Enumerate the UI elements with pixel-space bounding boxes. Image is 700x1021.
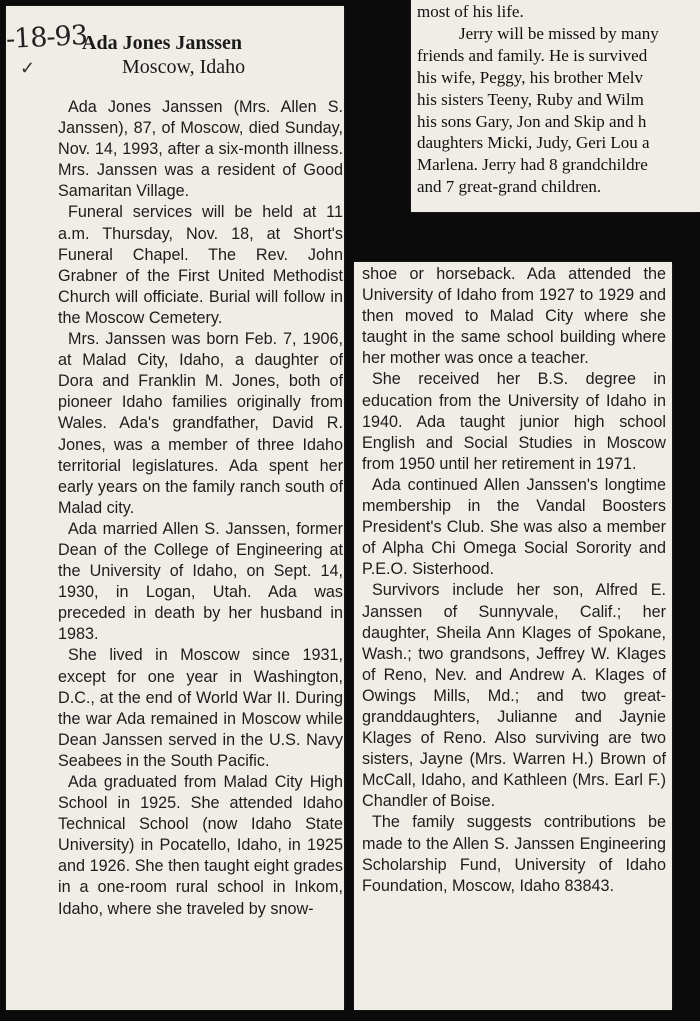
text-line: Marlena. Jerry had 8 grandchildre: [417, 155, 648, 175]
paragraph: Ada married Allen S. Janssen, former Dean of the College of Engineering at the University of Idaho, on Sept. 14, 1930, in Logan, Utah. Ada was preceded in death by her husband in 1983.: [58, 519, 343, 644]
obituary-clipping-right: [354, 262, 672, 1010]
text-line: most of his life.: [417, 2, 524, 21]
paragraph: Mrs. Janssen was born Feb. 7, 1906, at Malad City, Idaho, a daughter of Dora and Franklin M. Jones, both of pioneer Idaho families originally from Wales. Ada's grandfather, David R. Jones, was a member of three Idaho territorial legislatures. Ada spent her early years on the family ranch south of Malad city.: [58, 330, 343, 517]
obituary-body-left: [58, 97, 343, 920]
paragraph: Funeral services will be held at 11 a.m. Thursday, Nov. 18, at Short's Funeral Chapel. The Rev. John Grabner of the First United Methodist Church will officiate. Burial will follow in the Moscow Cemetery.: [58, 203, 343, 327]
obituary-clipping-left: [6, 6, 344, 1010]
handwritten-check-mark: ✓: [20, 58, 36, 79]
obituary-dateline: Moscow, Idaho: [122, 56, 246, 78]
text-line: Jerry will be missed by many: [459, 23, 659, 43]
paragraph: shoe or horseback. Ada attended the University of Idaho from 1927 to 1929 and then moved to Malad City where she taught in the same school building where her mother was once a teacher.: [362, 265, 666, 368]
paragraph: The family suggests contributions be made to the Allen S. Janssen Engineering Scholarship Fund, University of Idaho Foundation, Moscow, Idaho 83843.: [362, 813, 666, 895]
paragraph: Ada graduated from Malad City High School in 1925. She attended Idaho Technical School (now Idaho State University) in Pocatello, Idaho, in 1925 and 1926. She then taught eight grades in a one-room rural school in Inkom, Idaho, where she traveled by snow-: [58, 773, 343, 918]
text-line: and 7 great-grand children.: [417, 177, 602, 197]
paragraph: Ada Jones Janssen (Mrs. Allen S. Janssen), 87, of Moscow, died Sunday, Nov. 14, 1993, after a six-month illness. Mrs. Janssen was a resident of Good Samaritan Village.: [58, 98, 343, 201]
text-line: his wife, Peggy, his brother Melv: [417, 67, 644, 87]
text-line: his sisters Teeny, Ruby and Wilm: [417, 89, 644, 109]
other-obituary-clipping: [411, 0, 700, 212]
paragraph: Survivors include her son, Alfred E. Janssen of Sunnyvale, Calif.; her daughter, Sheila Ann Klages of Spokane, Wash.; two grandsons, Jeffrey W. Klages of Reno, Nev. and Andrew A. Klages of Owings Mills, Md.; and two great-granddaughters, Julianne and Jaynie Klages of Reno. Also surviving are two sisters, Jayne (Mrs. Warren H.) Brown of McCall, Idaho, and Kathleen (Mrs. Earl F.) Chandler of Boise.: [362, 581, 666, 811]
handwritten-date: -18-93: [5, 19, 88, 56]
other-obituary-text: [417, 1, 700, 198]
paragraph: She received her B.S. degree in education from the University of Idaho in 1940. Ada taught junior high school English and Social Studies in Moscow from 1950 until her retirement in 1971.: [362, 370, 666, 473]
text-line: his sons Gary, Jon and Skip and h: [417, 111, 647, 131]
obituary-headline: Ada Jones Janssen: [82, 32, 243, 54]
text-line: friends and family. He is survived: [417, 45, 648, 65]
paragraph: Ada continued Allen Janssen's longtime membership in the Vandal Boosters President's Club. She was also a member of Alpha Chi Omega Social Sorority and P.E.O. Sisterhood.: [362, 475, 666, 579]
paragraph: She lived in Moscow since 1931, except for one year in Washington, D.C., at the end of World War II. During the war Ada remained in Moscow while Dean Janssen served in the U.S. Navy Seabees in the South Pacific.: [58, 646, 343, 770]
text-line: daughters Micki, Judy, Geri Lou a: [417, 133, 650, 153]
obituary-body-right: [362, 264, 666, 897]
